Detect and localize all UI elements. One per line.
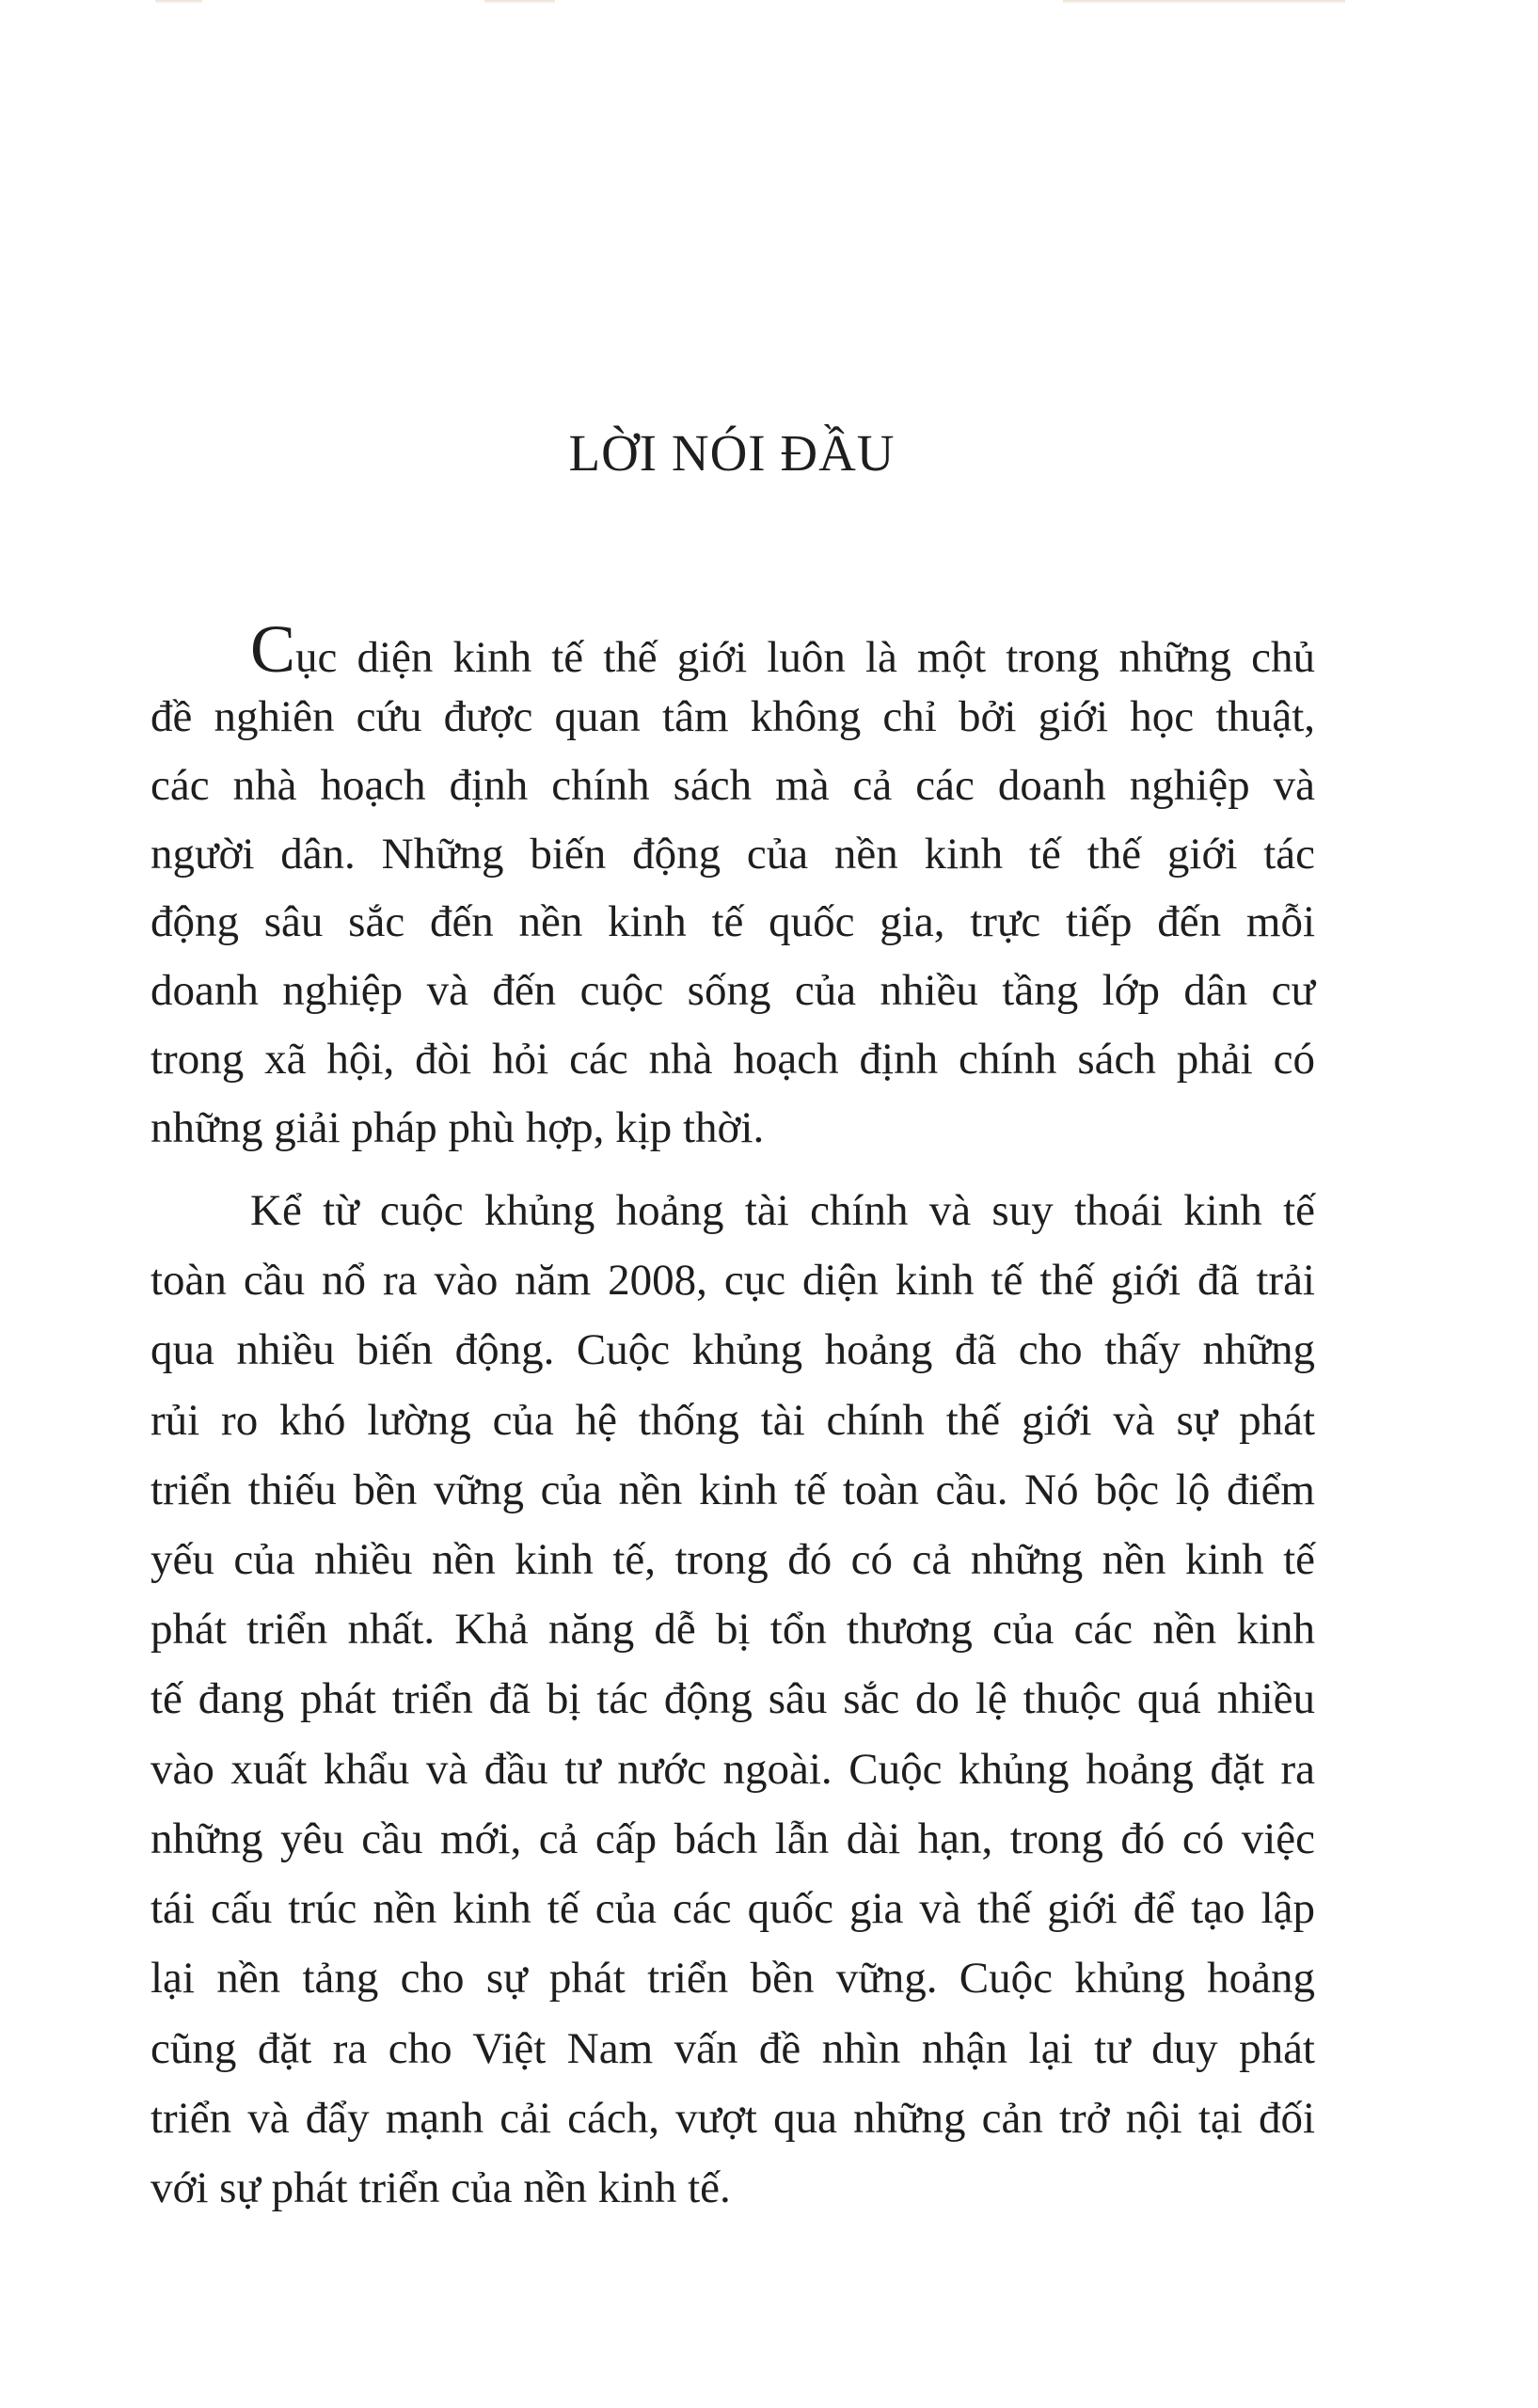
text-line: tế đang phát triển đã bị tác động sâu sắc do lệ thuộc quá nhiều <box>151 1674 1315 1723</box>
text-line: phát triển nhất. Khả năng dễ bị tổn thương của các nền kinh <box>151 1605 1315 1654</box>
text-line: triển và đẩy mạnh cải cách, vượt qua những cản trở nội tại đối <box>151 2094 1315 2143</box>
text-line: các nhà hoạch định chính sách mà cả các doanh nghiệp và <box>151 761 1315 810</box>
text-line: những giải pháp phù hợp, kịp thời. <box>151 1103 765 1152</box>
text-line: qua nhiều biến động. Cuộc khủng hoảng đã cho thấy những <box>151 1325 1315 1374</box>
scan-artifact <box>484 0 555 4</box>
text-line: người dân. Những biến động của nền kinh tế thế giới tác <box>151 830 1315 879</box>
text-line: cũng đặt ra cho Việt Nam vấn đề nhìn nhận lại tư duy phát <box>151 2024 1315 2073</box>
text-line: Kể từ cuộc khủng hoảng tài chính và suy thoái kinh tế <box>250 1186 1315 1235</box>
page-title: LỜI NÓI ĐẦU <box>568 424 896 482</box>
text-line: rủi ro khó lường của hệ thống tài chính thế giới và sự phát <box>151 1396 1315 1445</box>
text-line: tái cấu trúc nền kinh tế của các quốc gia và thế giới để tạo lập <box>151 1884 1315 1933</box>
text-line: đề nghiên cứu được quan tâm không chỉ bởi giới học thuật, <box>151 692 1315 741</box>
text-line: với sự phát triển của nền kinh tế. <box>151 2163 731 2212</box>
text-line: doanh nghiệp và đến cuộc sống của nhiều tầng lớp dân cư <box>151 966 1315 1015</box>
text-line <box>250 611 1315 687</box>
text-line-content: ục diện kinh tế thế giới luôn là một trong những chủ <box>295 633 1315 682</box>
text-line: trong xã hội, đòi hỏi các nhà hoạch định chính sách phải có <box>151 1035 1315 1084</box>
text-line: những yêu cầu mới, cả cấp bách lẫn dài hạn, trong đó có việc <box>151 1814 1315 1863</box>
scan-artifact <box>155 0 202 4</box>
drop-cap: C <box>250 611 296 687</box>
text-line: lại nền tảng cho sự phát triển bền vững. Cuộc khủng hoảng <box>151 1954 1315 2003</box>
text-line: vào xuất khẩu và đầu tư nước ngoài. Cuộc khủng hoảng đặt ra <box>151 1745 1315 1794</box>
text-line: triển thiếu bền vững của nền kinh tế toàn cầu. Nó bộc lộ điểm <box>151 1465 1315 1514</box>
text-line: toàn cầu nổ ra vào năm 2008, cục diện kinh tế thế giới đã trải <box>151 1256 1315 1305</box>
text-line: yếu của nhiều nền kinh tế, trong đó có cả những nền kinh tế <box>151 1535 1315 1584</box>
scan-artifact <box>1063 0 1345 4</box>
text-line: động sâu sắc đến nền kinh tế quốc gia, trực tiếp đến mỗi <box>151 897 1315 946</box>
